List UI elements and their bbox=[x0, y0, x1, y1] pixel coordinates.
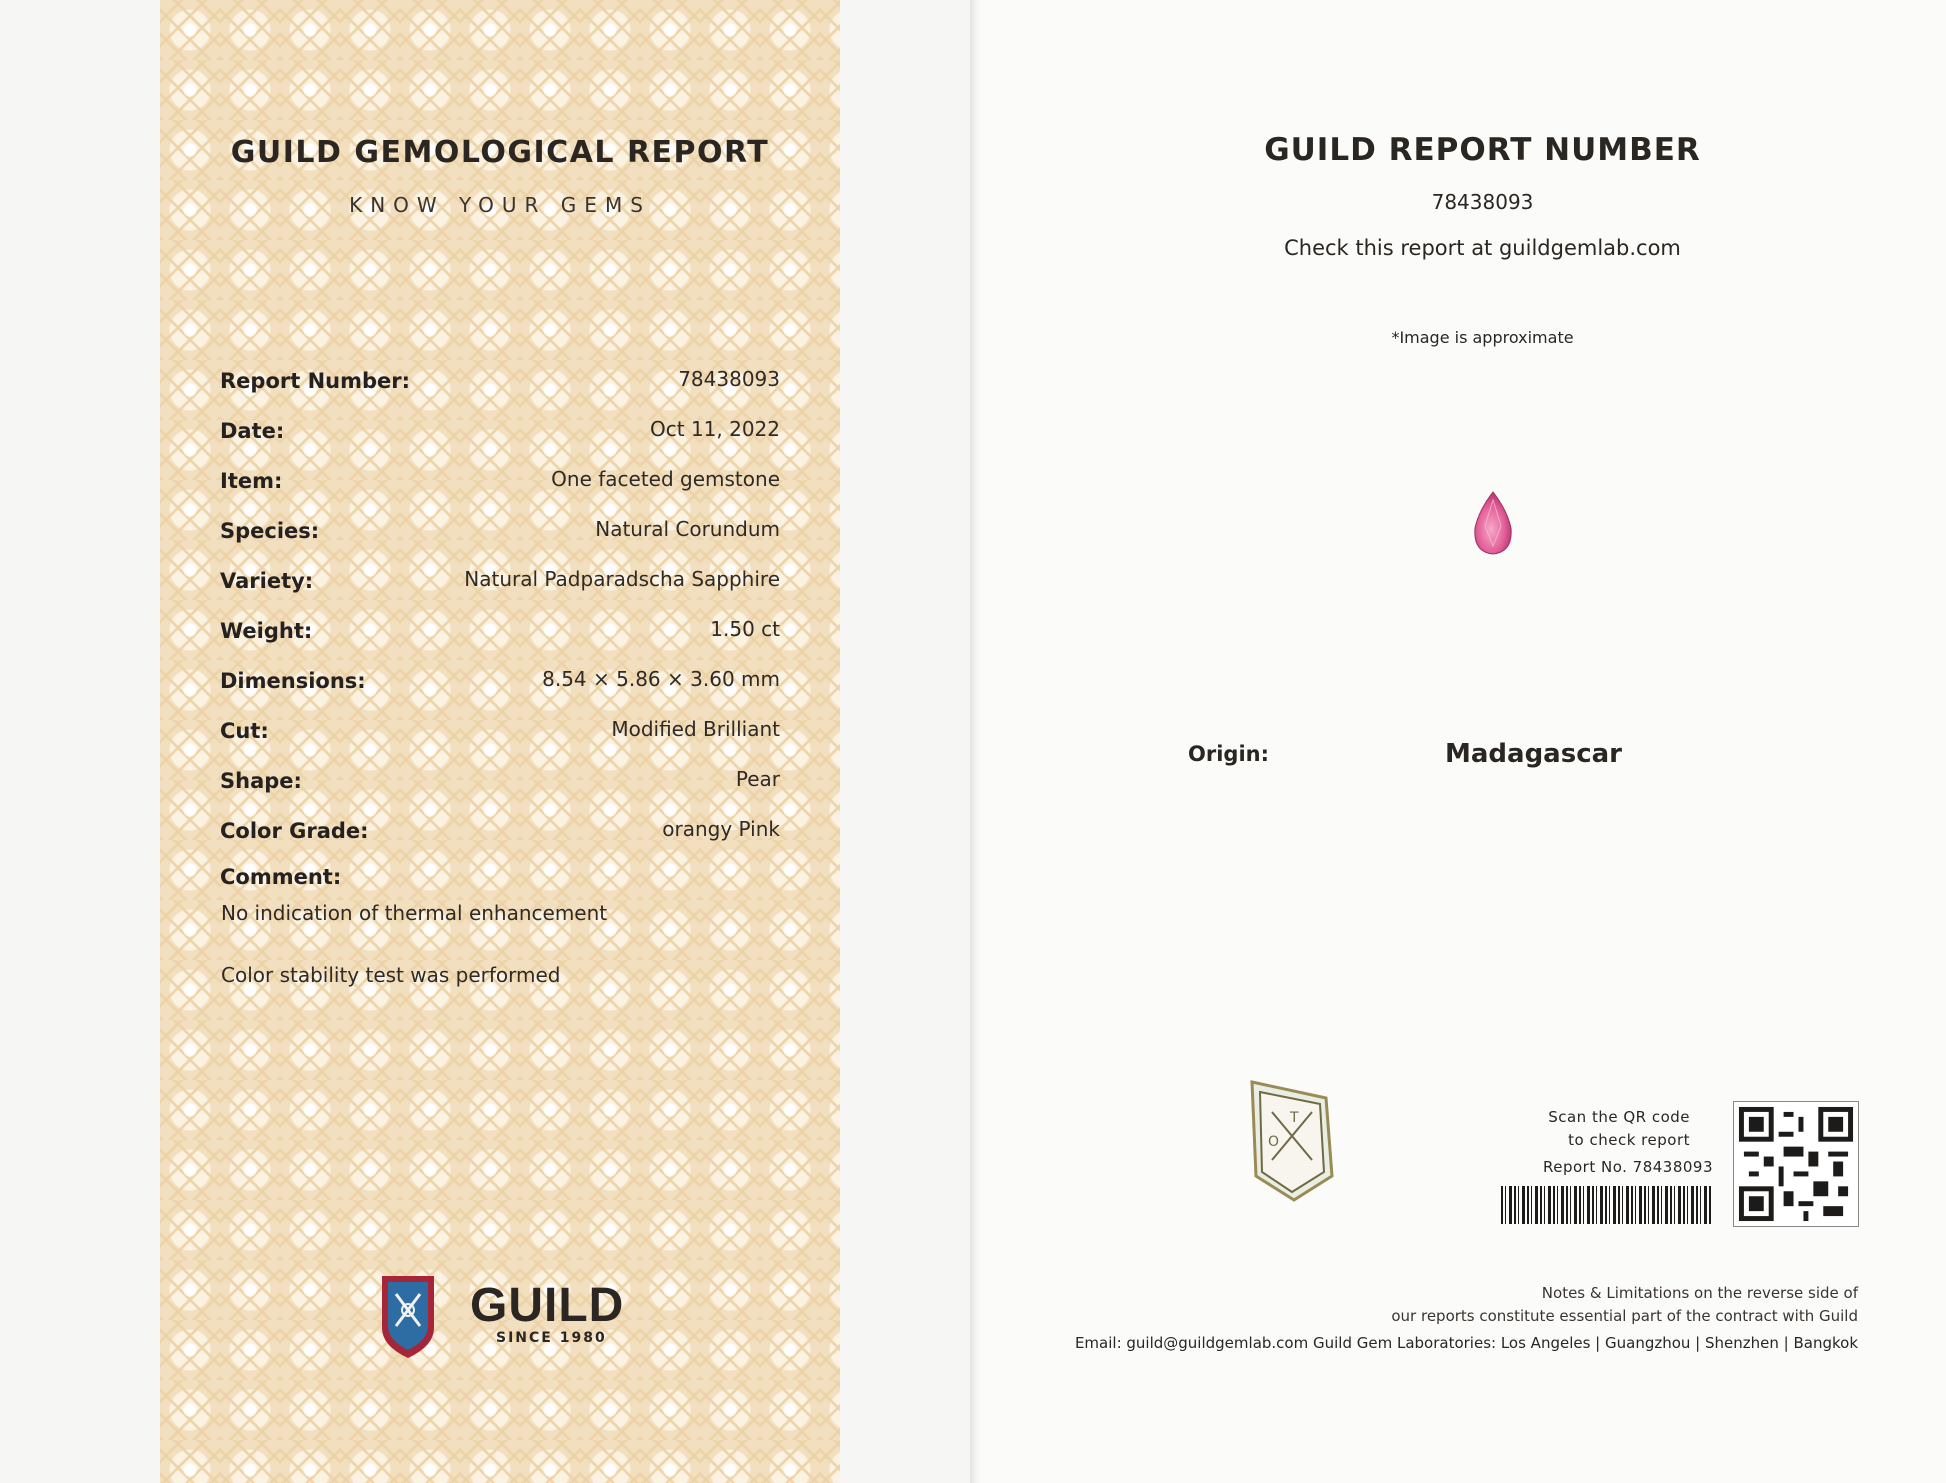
field-dimensions bbox=[220, 663, 840, 713]
field-cut bbox=[220, 713, 840, 763]
field-value: Oct 11, 2022 bbox=[650, 417, 780, 441]
field-label: Cut: bbox=[220, 719, 269, 743]
field-value: orangy Pink bbox=[662, 817, 780, 841]
left-page bbox=[0, 0, 970, 1483]
scan-qr-text: to check report bbox=[1568, 1131, 1690, 1149]
field-value: Modified Brilliant bbox=[611, 717, 780, 741]
field-value: 78438093 bbox=[678, 367, 780, 391]
field-label: Date: bbox=[220, 419, 285, 443]
report-subtitle: KNOW YOUR GEMS bbox=[349, 193, 651, 217]
field-label: Shape: bbox=[220, 769, 302, 793]
scan-qr-text: Scan the QR code bbox=[1548, 1108, 1690, 1126]
field-label: Species: bbox=[220, 519, 320, 543]
field-value: Natural Corundum bbox=[595, 517, 780, 541]
field-label: Item: bbox=[220, 469, 283, 493]
field-date bbox=[220, 413, 840, 463]
field-label: Dimensions: bbox=[220, 669, 366, 693]
comment-line: No indication of thermal enhancement bbox=[221, 901, 608, 925]
field-label: Color Grade: bbox=[220, 819, 369, 843]
origin-value: Madagascar bbox=[1445, 739, 1622, 769]
svg-text:O: O bbox=[1268, 1134, 1280, 1150]
report-panel bbox=[160, 0, 840, 1483]
page-fold bbox=[970, 0, 982, 1483]
field-weight bbox=[220, 613, 840, 663]
field-report-number bbox=[220, 363, 840, 413]
guild-logo-word: GUILD bbox=[470, 1279, 625, 1332]
qr-code[interactable] bbox=[1733, 1101, 1859, 1227]
right-page bbox=[982, 0, 1946, 1483]
report-number-value: 78438093 bbox=[1431, 190, 1534, 214]
origin-label: Origin: bbox=[1188, 742, 1269, 766]
notes-limitations: Notes & Limitations on the reverse side of bbox=[1541, 1284, 1858, 1302]
svg-text:T: T bbox=[1290, 1110, 1299, 1126]
field-value: Pear bbox=[735, 767, 780, 791]
field-species bbox=[220, 513, 840, 563]
field-value: 8.54 × 5.86 × 3.60 mm bbox=[542, 667, 780, 691]
image-note: *Image is approximate bbox=[1391, 328, 1574, 347]
comment-line: Color stability test was performed bbox=[221, 963, 561, 987]
barcode bbox=[1501, 1186, 1713, 1224]
field-label: Variety: bbox=[220, 569, 314, 593]
guild-shield-logo bbox=[378, 1270, 438, 1360]
field-shape bbox=[220, 763, 840, 813]
field-value: 1.50 ct bbox=[710, 617, 780, 641]
guild-logo-since: SINCE 1980 bbox=[496, 1330, 607, 1346]
notes-limitations: our reports constitute essential part of the contract with Guild bbox=[1391, 1307, 1858, 1325]
field-value: Natural Padparadscha Sapphire bbox=[464, 567, 780, 591]
report-title: GUILD GEMOLOGICAL REPORT bbox=[230, 135, 770, 170]
field-item bbox=[220, 463, 840, 513]
scan-report-number: Report No. 78438093 bbox=[1542, 1158, 1713, 1176]
field-label: Report Number: bbox=[220, 369, 411, 393]
field-color-grade bbox=[220, 813, 840, 863]
hologram-seal bbox=[1246, 1076, 1340, 1204]
field-value: One faceted gemstone bbox=[551, 467, 780, 491]
report-number-heading: GUILD REPORT NUMBER bbox=[1264, 132, 1701, 168]
contact-footer: Email: guild@guildgemlab.com Guild Gem Laboratories: Los Angeles | Guangzhou | Shenzhen | Bangkok bbox=[1074, 1334, 1858, 1352]
check-report-link[interactable]: Check this report at guildgemlab.com bbox=[1284, 236, 1681, 260]
report-fields bbox=[220, 363, 840, 863]
comment-label: Comment: bbox=[220, 865, 342, 889]
field-label: Weight: bbox=[220, 619, 313, 643]
field-variety bbox=[220, 563, 840, 613]
gemstone-image bbox=[1471, 490, 1515, 556]
